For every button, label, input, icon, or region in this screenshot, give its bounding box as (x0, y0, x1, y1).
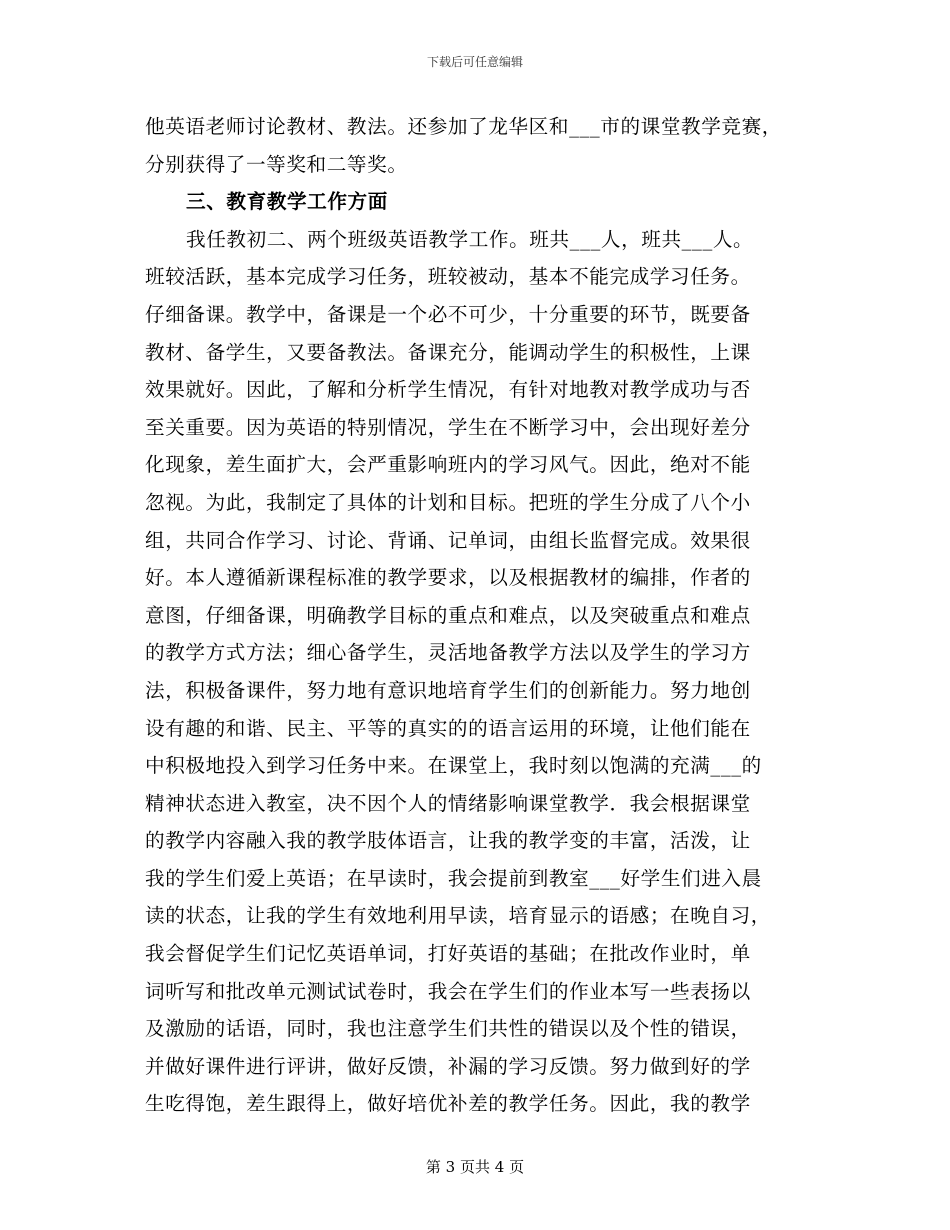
page-number: 第 3 页共 4 页 (425, 1158, 525, 1176)
text-line: 组，共同合作学习、讨论、背诵、记单词，由组长监督完成。效果很 (145, 528, 751, 552)
text-line: 设有趣的和谐、民主、平等的真实的的语言运用的环境，让他们能在 (145, 716, 751, 740)
paragraph-first-line: 我任教初二、两个班级英语教学工作。班共___人，班共___人。 (186, 227, 754, 251)
text-line: 词听写和批改单元测试试卷时，我会在学生们的作业本写一些表扬以 (145, 979, 751, 1003)
text-line: 仔细备课。教学中，备课是一个必不可少，十分重要的环节，既要备 (145, 302, 751, 326)
text-line: 中积极地投入到学习任务中来。在课堂上，我时刻以饱满的充满___的 (145, 754, 762, 778)
text-line: 分别获得了一等奖和二等奖。 (145, 152, 408, 176)
text-line: 精神状态进入教室，决不因个人的情绪影响课堂教学．我会根据课堂 (145, 791, 751, 815)
text-line: 生吃得饱，差生跟得上，做好培优补差的教学任务。因此，我的教学 (145, 1092, 751, 1116)
document-body (145, 108, 815, 1123)
text-line: 及激励的话语，同时，我也注意学生们共性的错误以及个性的错误， (145, 1017, 751, 1041)
text-line: 教材、备学生，又要备教法。备课充分，能调动学生的积极性，上课 (145, 340, 751, 364)
text-line: 的教学内容融入我的教学肢体语言，让我的教学变的丰富，活泼，让 (145, 829, 751, 853)
text-line: 至关重要。因为英语的特别情况，学生在不断学习中，会出现好差分 (145, 415, 751, 439)
text-line: 法，积极备课件，努力地有意识地培育学生们的创新能力。努力地创 (145, 678, 751, 702)
text-line: 并做好课件进行评讲，做好反馈，补漏的学习反馈。努力做到好的学 (145, 1054, 751, 1078)
text-line: 我的学生们爱上英语；在早读时，我会提前到教室___好学生们进入晨 (145, 866, 762, 890)
text-line: 化现象，差生面扩大，会严重影响班内的学习风气。因此，绝对不能 (145, 453, 751, 477)
page-header: 下载后可任意编辑 (426, 55, 523, 69)
text-line: 读的状态，让我的学生有效地利用早读，培育显示的语感；在晚自习， (145, 904, 772, 928)
text-line: 的教学方式方法；细心备学生，灵活地备教学方法以及学生的学习方 (145, 641, 751, 665)
text-line: 效果就好。因此，了解和分析学生情况，有针对地教对教学成功与否 (145, 378, 751, 402)
text-line: 班较活跃，基本完成学习任务，班较被动，基本不能完成学习任务。 (145, 265, 751, 289)
text-line: 他英语老师讨论教材、教法。还参加了龙华区和___市的课堂教学竞赛， (145, 115, 783, 138)
section-heading: 三、教育教学工作方面 (186, 190, 388, 214)
text-line: 意图，仔细备课，明确教学目标的重点和难点，以及突破重点和难点 (145, 603, 751, 627)
text-line: 我会督促学生们记忆英语单词，打好英语的基础；在批改作业时，单 (145, 942, 751, 966)
text-line: 好。本人遵循新课程标准的教学要求，以及根据教材的编排，作者的 (145, 566, 751, 590)
text-line: 忽视。为此，我制定了具体的计划和目标。把班的学生分成了八个小 (145, 490, 751, 514)
